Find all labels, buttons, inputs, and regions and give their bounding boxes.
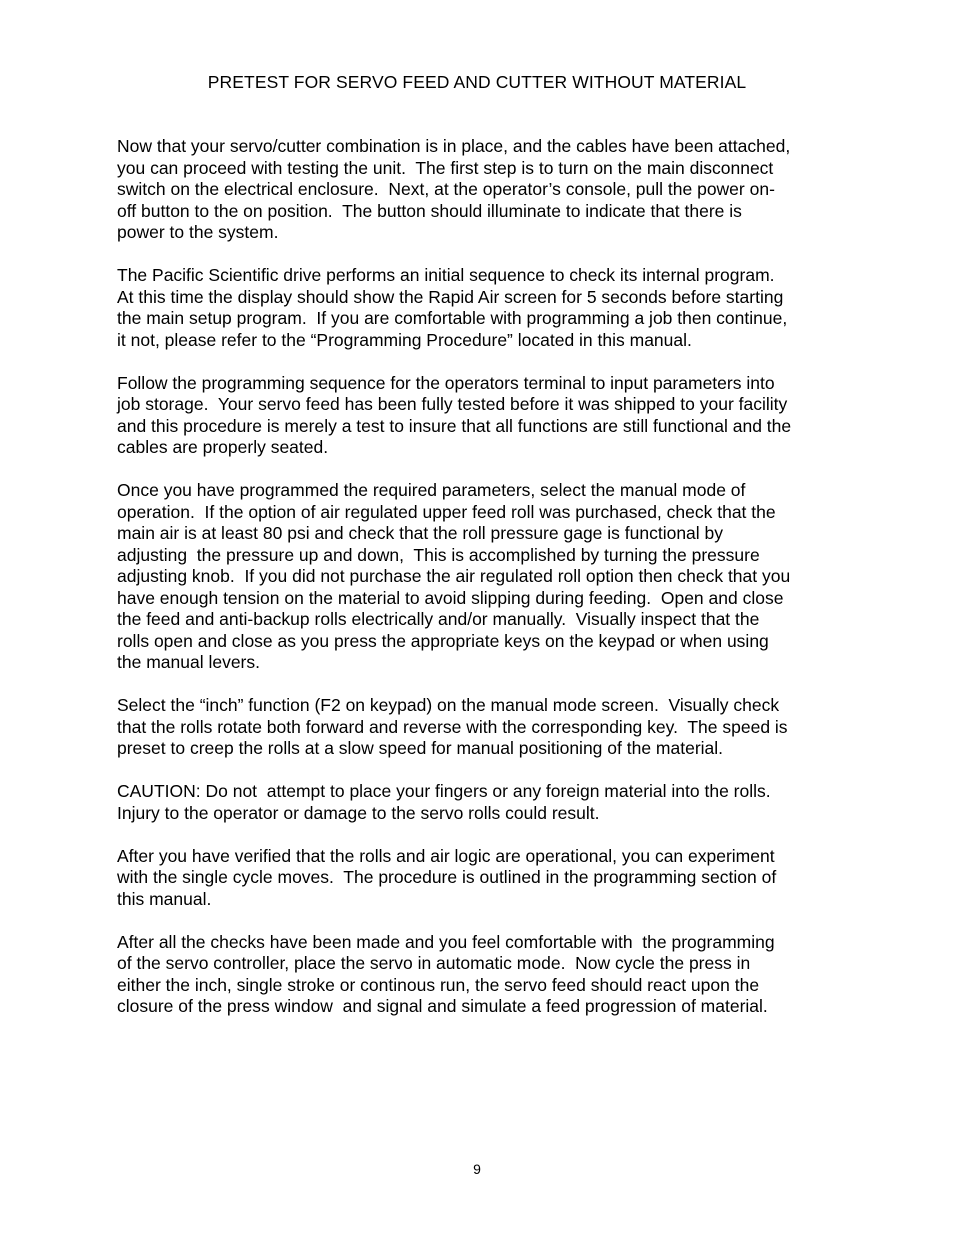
text-line: CAUTION: Do not attempt to place your fingers or any foreign material into the rolls.	[117, 781, 771, 801]
text-line: this manual.	[117, 888, 212, 909]
document-body	[117, 136, 847, 1039]
paragraph-caution	[117, 781, 847, 824]
text-line: adjusting knob. If you did not purchase the air regulated roll option then check that you	[117, 566, 791, 586]
paragraph-inch-function	[117, 695, 847, 760]
text-line: that the rolls rotate both forward and reverse with the corresponding key. The speed is	[117, 716, 788, 737]
text-line: cables are properly seated.	[117, 437, 329, 457]
text-line: The Pacific Scientific drive performs an initial sequence to check its internal program.	[117, 265, 775, 285]
text-line: Select the “inch” function (F2 on keypad) on the manual mode screen. Visually check	[117, 695, 780, 715]
text-line: Now that your servo/cutter combination is in place, and the cables have been attached,	[117, 136, 791, 156]
text-line: operation. If the option of air regulated upper feed roll was purchased, check that the	[117, 501, 776, 522]
page-title: PRETEST FOR SERVO FEED AND CUTTER WITHOUT MATERIAL	[207, 72, 747, 92]
text-line: the main setup program. If you are comfortable with programming a job then continue,	[117, 308, 788, 328]
text-line: the feed and anti-backup rolls electrically and/or manually. Visually inspect that the	[117, 609, 760, 629]
text-line: it not, please refer to the “Programming Procedure” located in this manual.	[117, 329, 692, 350]
text-line: Injury to the operator or damage to the servo rolls could result.	[117, 802, 600, 823]
text-line: the manual levers.	[117, 652, 260, 672]
page-number: 9	[473, 1161, 481, 1177]
text-line: main air is at least 80 psi and check that the roll pressure gage is functional by	[117, 523, 724, 543]
text-line: off button to the on position. The button should illuminate to indicate that there is	[117, 200, 742, 221]
text-line: adjusting the pressure up and down, This is accomplished by turning the pressure	[117, 544, 760, 565]
text-line: Once you have programmed the required parameters, select the manual mode of	[117, 480, 746, 500]
text-line: job storage. Your servo feed has been fully tested before it was shipped to your facility	[117, 394, 788, 414]
text-line: rolls open and close as you press the appropriate keys on the keypad or when using	[117, 630, 769, 651]
paragraph-programming-sequence	[117, 373, 847, 459]
text-line: After you have verified that the rolls and air logic are operational, you can experiment	[117, 845, 775, 866]
text-line: closure of the press window and signal and simulate a feed progression of material.	[117, 996, 768, 1016]
text-line: you can proceed with testing the unit. The first step is to turn on the main disconnect	[117, 157, 774, 178]
paragraph-power-on	[117, 136, 847, 244]
text-line: have enough tension on the material to avoid slipping during feeding. Open and close	[117, 587, 784, 608]
text-line: with the single cycle moves. The procedure is outlined in the programming section of	[117, 867, 777, 887]
paragraph-automatic-mode	[117, 932, 847, 1018]
paragraph-drive-sequence	[117, 265, 847, 351]
text-line: of the servo controller, place the servo in automatic mode. Now cycle the press in	[117, 953, 751, 973]
text-line: After all the checks have been made and you feel comfortable with the programming	[117, 931, 775, 952]
text-line: switch on the electrical enclosure. Next, at the operator’s console, pull the power on-	[117, 179, 775, 199]
text-line: Follow the programming sequence for the operators terminal to input parameters into	[117, 372, 775, 393]
text-line: At this time the display should show the Rapid Air screen for 5 seconds before starting	[117, 286, 784, 307]
text-line: either the inch, single stroke or continous run, the servo feed should react upon the	[117, 974, 760, 995]
text-line: power to the system.	[117, 222, 279, 242]
paragraph-manual-mode	[117, 480, 847, 674]
paragraph-single-cycle	[117, 846, 847, 911]
text-line: preset to creep the rolls at a slow speed for manual positioning of the material.	[117, 738, 724, 758]
text-line: and this procedure is merely a test to insure that all functions are still functional and the	[117, 415, 792, 436]
